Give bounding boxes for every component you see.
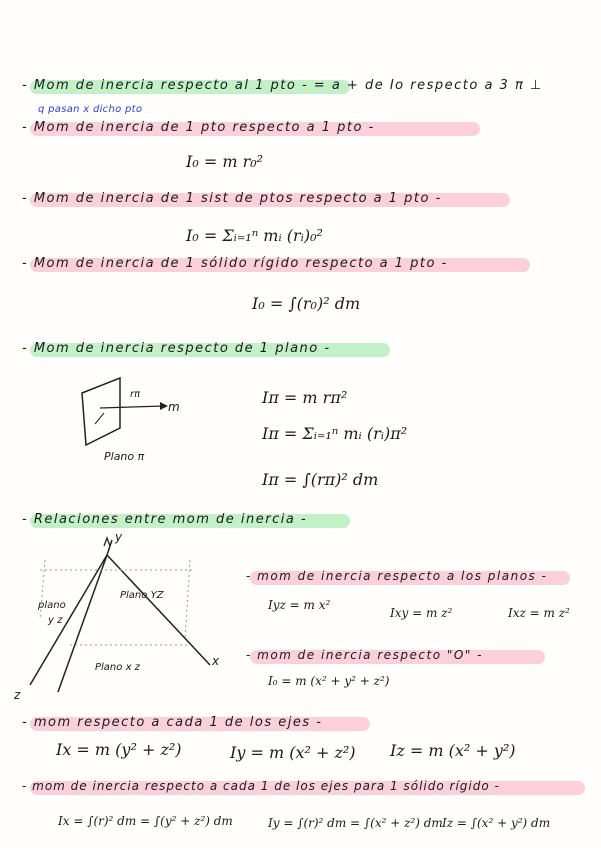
fig2-plano-yz-b: y z <box>48 615 63 626</box>
heading-note: q pasan x dicho pto <box>38 104 143 115</box>
heading-relaciones: - Relaciones entre mom de inercia - <box>22 512 308 527</box>
equation-2: I₀ = Σᵢ₌₁ⁿ mᵢ (rᵢ)₀² <box>186 226 323 245</box>
equation-10b: Iy = ∫(r)² dm = ∫(x² + z²) dm <box>268 816 443 830</box>
heading-respecto-o: - mom de inercia respecto "O" - <box>246 648 484 662</box>
equation-5: Iπ = Σᵢ₌₁ⁿ mᵢ (rᵢ)π² <box>262 424 408 443</box>
equation-1: I₀ = m r₀² <box>186 152 264 171</box>
fig1-m-label: m <box>168 400 180 414</box>
heading-mom-inercia-pto: - Mom de inercia respecto al 1 pto - = a + de Io respecto a 3 π ⊥ <box>22 78 543 93</box>
equation-10c: Iz = ∫(x² + y²) dm <box>442 816 551 830</box>
fig1-caption: Plano π <box>104 450 145 463</box>
equation-9b: Iy = m (x² + z²) <box>230 743 356 762</box>
equation-7a: Iyz = m x² <box>268 598 331 612</box>
heading-ejes-solido: - mom de inercia respecto a cada 1 de los ejes para 1 sólido rígido - <box>22 779 500 793</box>
equation-6: Iπ = ∫(rπ)² dm <box>262 470 379 489</box>
heading-plano: - Mom de inercia respecto de 1 plano - <box>22 341 331 356</box>
heading-sist-ptos: - Mom de inercia de 1 sist de ptos respecto a 1 pto - <box>22 191 442 206</box>
equation-7c: Ixz = m z² <box>508 606 570 620</box>
heading-solido-rigido-pto: - Mom de inercia de 1 sólido rígido respecto a 1 pto - <box>22 256 448 271</box>
equation-8: I₀ = m (x² + y² + z²) <box>268 674 390 688</box>
fig1-r-label: rπ <box>130 389 141 400</box>
heading-pto-pto: - Mom de inercia de 1 pto respecto a 1 pto - <box>22 120 375 135</box>
fig2-y-label: y <box>115 530 123 544</box>
equation-3: I₀ = ∫(r₀)² dm <box>252 294 361 313</box>
equation-7b: Ixy = m z² <box>390 606 453 620</box>
fig2-plano-vz: Plano YZ <box>120 590 164 601</box>
fig2-plano-yz-a: plano <box>38 600 66 611</box>
equation-9c: Iz = m (x² + y²) <box>390 741 516 760</box>
heading-planos: - mom de inercia respecto a los planos - <box>246 569 548 583</box>
equation-4: Iπ = m rπ² <box>262 388 348 407</box>
fig2-x-label: x <box>212 654 220 668</box>
equation-9a: Ix = m (y² + z²) <box>56 740 182 759</box>
heading-ejes: - mom respecto a cada 1 de los ejes - <box>22 715 323 730</box>
fig2-z-label: z <box>14 688 21 702</box>
fig2-plano-xz: Plano x z <box>95 662 140 673</box>
equation-10a: Ix = ∫(r)² dm = ∫(y² + z²) dm <box>58 814 233 828</box>
